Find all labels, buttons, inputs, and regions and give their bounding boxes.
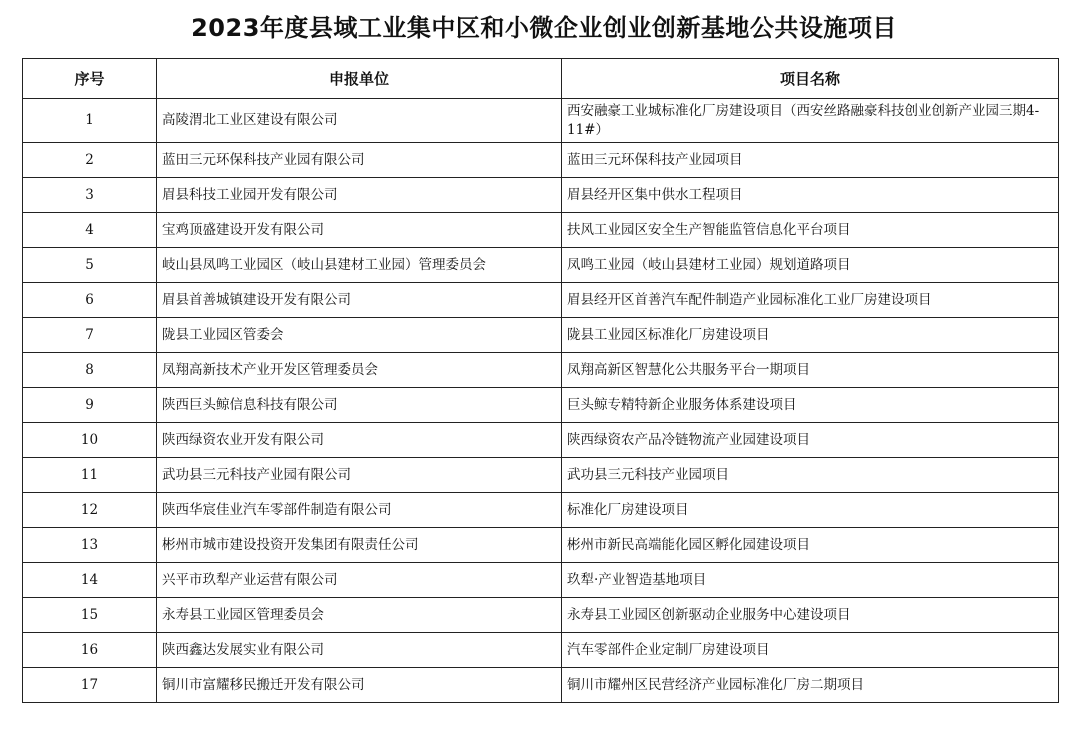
table-row <box>23 143 1059 178</box>
row-number: 2 <box>23 143 157 178</box>
table-row <box>23 318 1059 353</box>
table-header <box>23 59 1059 99</box>
row-number: 10 <box>23 423 157 458</box>
project-name: 永寿县工业园区创新驱动企业服务中心建设项目 <box>562 598 1059 633</box>
table-row <box>23 668 1059 703</box>
project-name: 陕西绿资农产品冷链物流产业园建设项目 <box>562 423 1059 458</box>
project-name: 铜川市耀州区民营经济产业园标准化厂房二期项目 <box>562 668 1059 703</box>
row-number: 8 <box>23 353 157 388</box>
applicant-unit: 眉县首善城镇建设开发有限公司 <box>157 283 562 318</box>
project-name: 标准化厂房建设项目 <box>562 493 1059 528</box>
table-row <box>23 248 1059 283</box>
project-name: 陇县工业园区标准化厂房建设项目 <box>562 318 1059 353</box>
applicant-unit: 铜川市富耀移民搬迁开发有限公司 <box>157 668 562 703</box>
row-number: 16 <box>23 633 157 668</box>
row-number: 6 <box>23 283 157 318</box>
row-number: 15 <box>23 598 157 633</box>
table-row <box>23 353 1059 388</box>
project-name: 蓝田三元环保科技产业园项目 <box>562 143 1059 178</box>
project-name: 眉县经开区首善汽车配件制造产业园标准化工业厂房建设项目 <box>562 283 1059 318</box>
project-name: 巨头鲸专精特新企业服务体系建设项目 <box>562 388 1059 423</box>
row-number: 4 <box>23 213 157 248</box>
applicant-unit: 陕西巨头鲸信息科技有限公司 <box>157 388 562 423</box>
header-row <box>23 59 1059 99</box>
applicant-unit: 陕西鑫达发展实业有限公司 <box>157 633 562 668</box>
project-name: 玖犁·产业智造基地项目 <box>562 563 1059 598</box>
page-title: 2023年度县域工业集中区和小微企业创业创新基地公共设施项目 <box>191 14 897 42</box>
row-number: 14 <box>23 563 157 598</box>
row-number: 13 <box>23 528 157 563</box>
applicant-unit: 蓝田三元环保科技产业园有限公司 <box>157 143 562 178</box>
project-name: 眉县经开区集中供水工程项目 <box>562 178 1059 213</box>
applicant-unit: 眉县科技工业园开发有限公司 <box>157 178 562 213</box>
project-name: 武功县三元科技产业园项目 <box>562 458 1059 493</box>
project-name: 扶风工业园区安全生产智能监管信息化平台项目 <box>562 213 1059 248</box>
applicant-unit: 岐山县凤鸣工业园区（岐山县建材工业园）管理委员会 <box>157 248 562 283</box>
table-row <box>23 563 1059 598</box>
table-row <box>23 458 1059 493</box>
applicant-unit: 兴平市玖犁产业运营有限公司 <box>157 563 562 598</box>
applicant-unit: 陕西绿资农业开发有限公司 <box>157 423 562 458</box>
table-row <box>23 99 1059 143</box>
applicant-unit: 凤翔高新技术产业开发区管理委员会 <box>157 353 562 388</box>
table-row <box>23 423 1059 458</box>
row-number: 1 <box>23 99 157 143</box>
applicant-unit: 武功县三元科技产业园有限公司 <box>157 458 562 493</box>
table-row <box>23 493 1059 528</box>
project-name: 彬州市新民高端能化园区孵化园建设项目 <box>562 528 1059 563</box>
table-row <box>23 283 1059 318</box>
row-number: 3 <box>23 178 157 213</box>
column-header-project: 项目名称 <box>562 59 1059 99</box>
table-row <box>23 213 1059 248</box>
applicant-unit: 宝鸡顶盛建设开发有限公司 <box>157 213 562 248</box>
row-number: 5 <box>23 248 157 283</box>
project-table <box>22 58 1059 703</box>
row-number: 17 <box>23 668 157 703</box>
project-name: 西安融豪工业城标准化厂房建设项目（西安丝路融豪科技创业创新产业园三期4-11#） <box>562 99 1059 143</box>
row-number: 11 <box>23 458 157 493</box>
project-name: 凤翔高新区智慧化公共服务平台一期项目 <box>562 353 1059 388</box>
table-row <box>23 388 1059 423</box>
table-body <box>23 99 1059 703</box>
applicant-unit: 陇县工业园区管委会 <box>157 318 562 353</box>
table-row <box>23 633 1059 668</box>
applicant-unit: 彬州市城市建设投资开发集团有限责任公司 <box>157 528 562 563</box>
table-row <box>23 598 1059 633</box>
table-row <box>23 178 1059 213</box>
column-header-no: 序号 <box>23 59 157 99</box>
column-header-unit: 申报单位 <box>157 59 562 99</box>
applicant-unit: 陕西华宸佳业汽车零部件制造有限公司 <box>157 493 562 528</box>
applicant-unit: 永寿县工业园区管理委员会 <box>157 598 562 633</box>
project-name: 汽车零部件企业定制厂房建设项目 <box>562 633 1059 668</box>
table-row <box>23 528 1059 563</box>
project-name: 凤鸣工业园（岐山县建材工业园）规划道路项目 <box>562 248 1059 283</box>
row-number: 9 <box>23 388 157 423</box>
applicant-unit: 高陵渭北工业区建设有限公司 <box>157 99 562 143</box>
row-number: 7 <box>23 318 157 353</box>
row-number: 12 <box>23 493 157 528</box>
